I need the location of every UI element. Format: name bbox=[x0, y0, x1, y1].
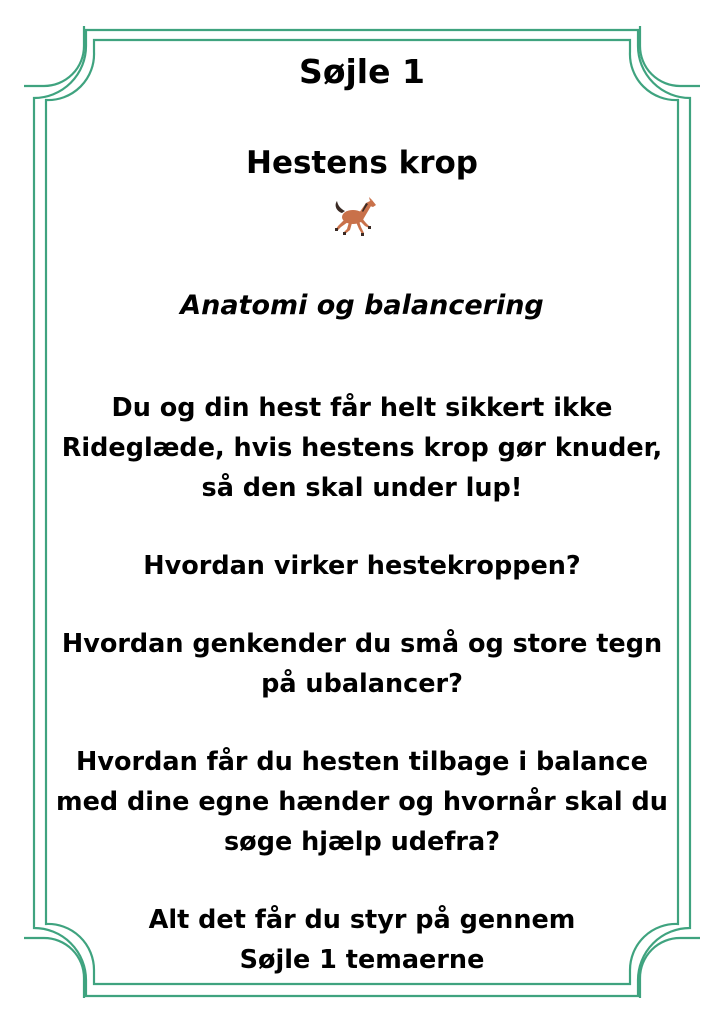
text-line: Hvordan får du hesten tilbage i balance bbox=[76, 747, 648, 777]
text-line: Alt det får du styr på gennem bbox=[148, 905, 576, 935]
page-title: Søjle 1 bbox=[299, 52, 425, 91]
text-line: så den skal under lup! bbox=[201, 473, 523, 503]
question-paragraph bbox=[40, 546, 684, 586]
intro-paragraph bbox=[40, 388, 684, 508]
text-line: Søjle 1 temaerne bbox=[239, 945, 485, 975]
text-line: med dine egne hænder og hvornår skal du bbox=[56, 787, 668, 817]
text-line: Hvordan genkender du små og store tegn bbox=[61, 629, 663, 659]
theme-heading: Anatomi og balancering bbox=[180, 290, 544, 321]
text-line: søge hjælp udefra? bbox=[224, 827, 500, 857]
section-subtitle: Hestens krop bbox=[246, 145, 478, 181]
text-line: på ubalancer? bbox=[261, 669, 463, 699]
question-paragraph bbox=[40, 624, 684, 704]
text-line: Du og din hest får helt sikkert ikke bbox=[111, 393, 613, 423]
galloping-horse-icon bbox=[332, 195, 378, 237]
question-paragraph bbox=[40, 742, 684, 862]
closing-paragraph bbox=[40, 900, 684, 980]
text-line: Hvordan virker hestekroppen? bbox=[143, 551, 581, 581]
text-line: Rideglæde, hvis hestens krop gør knuder, bbox=[61, 433, 663, 463]
